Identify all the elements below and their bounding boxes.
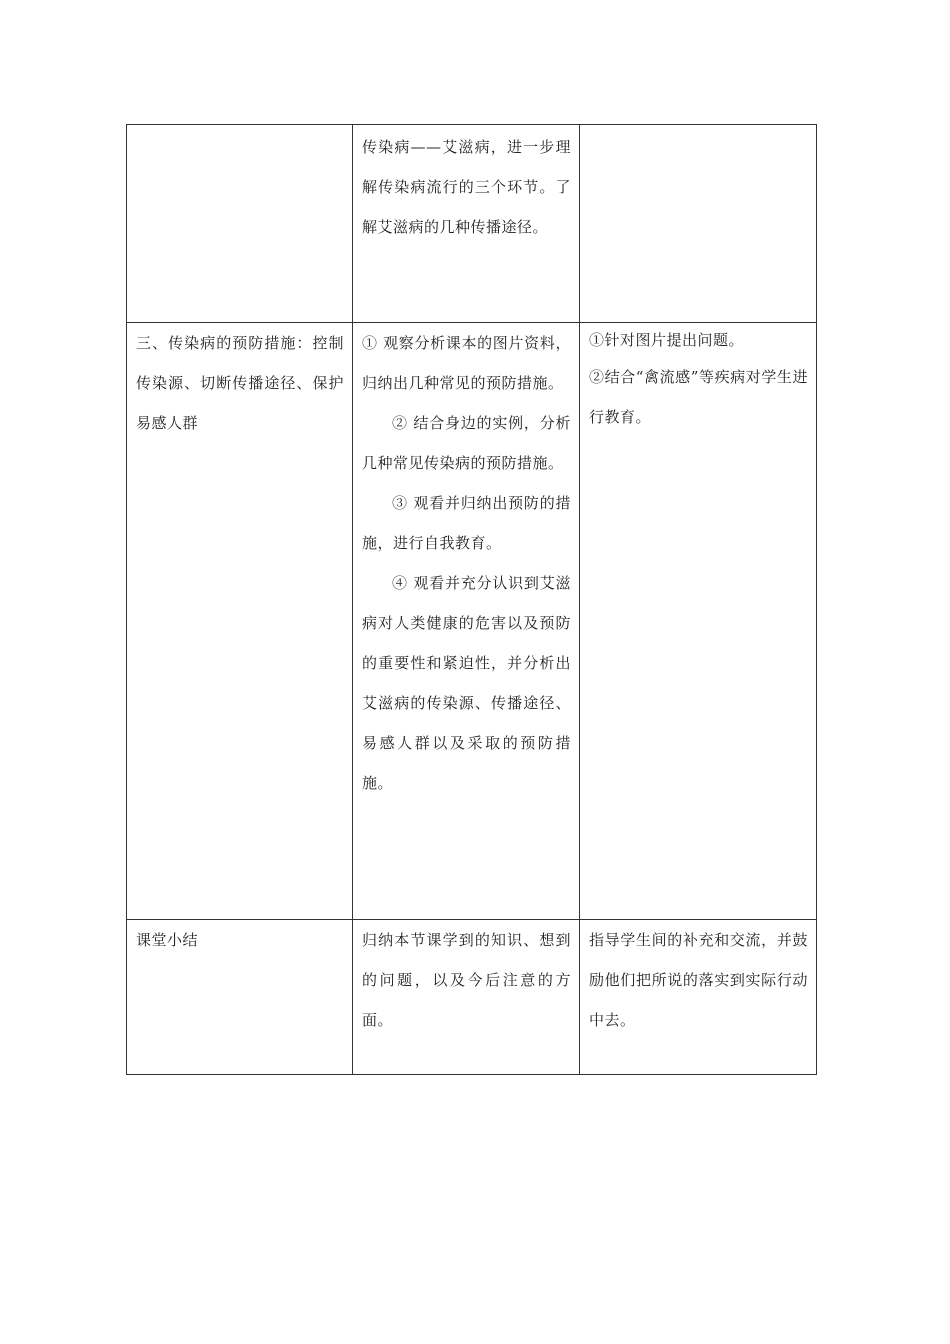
topic-cell <box>127 323 353 920</box>
activity-paragraph: ③ 观看并归纳出预防的措施，进行自我教育。 <box>362 494 571 552</box>
topic-paragraph: 三、传染病的预防措施：控制传染源、切断传播途径、保护易感人群 <box>136 334 344 432</box>
topic-cell <box>127 125 353 323</box>
lesson-plan-table <box>126 124 817 1075</box>
table-row <box>127 323 817 920</box>
teacher-paragraph: ②结合“禽流感”等疾病对学生进行教育。 <box>589 368 808 426</box>
topic-paragraph: 课堂小结 <box>136 931 199 949</box>
teacher-paragraph: ①针对图片提出问题。 <box>589 331 745 349</box>
activity-paragraph: 传染病——艾滋病，进一步理解传染病流行的三个环节。了解艾滋病的几种传播途径。 <box>362 138 571 236</box>
topic-cell <box>127 920 353 1075</box>
activity-paragraph: ② 结合身边的实例，分析几种常见传染病的预防措施。 <box>362 414 571 472</box>
student-activity-cell <box>353 323 580 920</box>
teacher-activity-cell <box>580 323 817 920</box>
table-row <box>127 920 817 1075</box>
activity-paragraph: ① 观察分析课本的图片资料，归纳出几种常见的预防措施。 <box>362 334 571 392</box>
student-activity-cell <box>353 920 580 1075</box>
activity-paragraph: 归纳本节课学到的知识、想到的问题，以及今后注意的方面。 <box>362 931 571 1029</box>
teacher-paragraph: 指导学生间的补充和交流，并鼓励他们把所说的落实到实际行动中去。 <box>589 931 808 1029</box>
teacher-activity-cell <box>580 125 817 323</box>
teacher-activity-cell <box>580 920 817 1075</box>
activity-paragraph: ④ 观看并充分认识到艾滋病对人类健康的危害以及预防的重要性和紧迫性，并分析出艾滋病的传染源、传播途径、易感人群以及采取的预防措施。 <box>362 574 571 792</box>
student-activity-cell <box>353 125 580 323</box>
table-row <box>127 125 817 323</box>
